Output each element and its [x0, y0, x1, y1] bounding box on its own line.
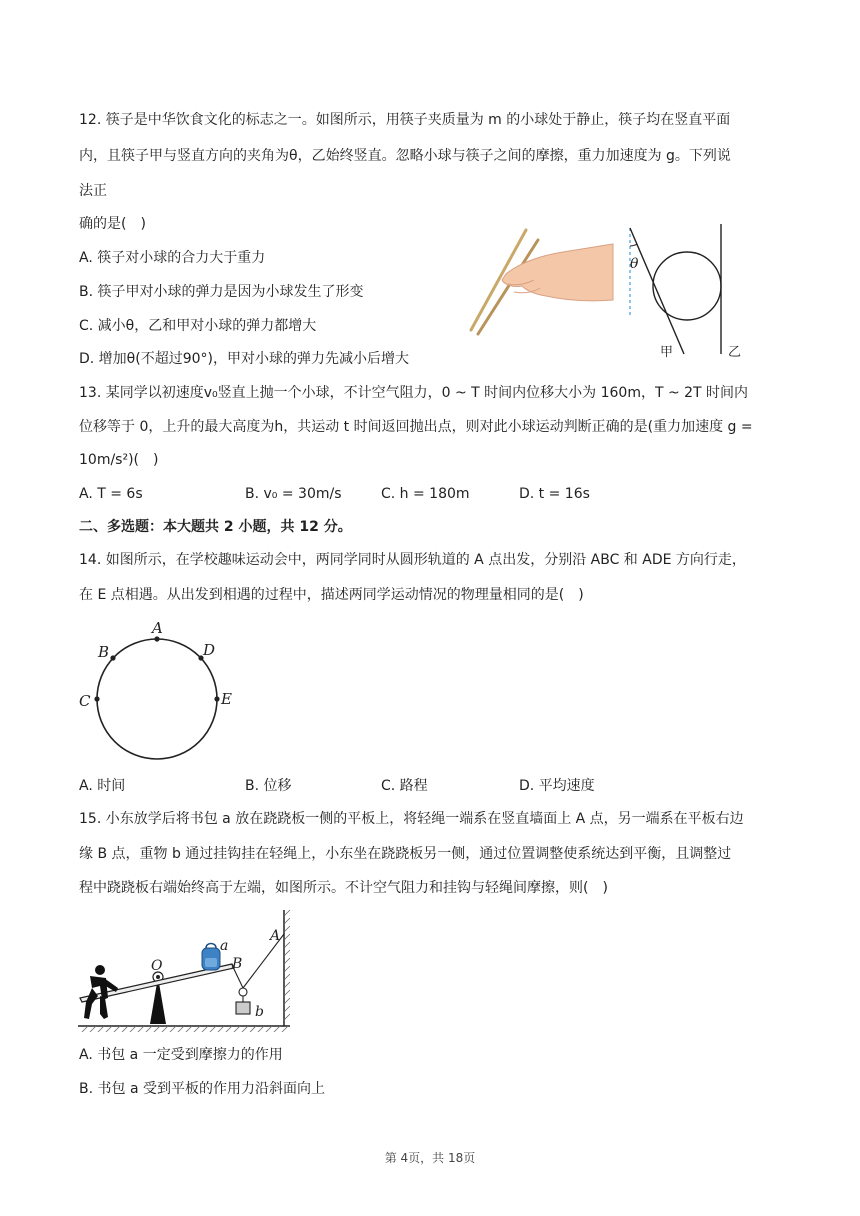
- point-e: [214, 696, 219, 701]
- point-c: [94, 696, 99, 701]
- q13-option-d: D. t = 16s: [519, 486, 590, 502]
- page-footer: 第 4页，共 18页: [384, 1151, 476, 1165]
- q13-option-b: B. v₀ = 30m/s: [245, 486, 342, 502]
- section-heading-multiple-choice: 二、多选题：本大题共 2 小题，共 12 分。: [79, 519, 352, 535]
- backpack-a: [202, 944, 220, 971]
- q14-option-c: C. 路程: [381, 778, 428, 794]
- label-a: A: [152, 619, 163, 637]
- label-a-backpack: a: [220, 938, 229, 954]
- label-o: O: [151, 958, 163, 974]
- ball-chopsticks-diagram: [620, 222, 750, 362]
- point-b: [110, 655, 115, 660]
- hand-chopsticks-figure: [468, 226, 613, 336]
- q14-option-d: D. 平均速度: [519, 778, 595, 794]
- theta-label: θ: [630, 256, 639, 272]
- q13-text-line-2: 位移等于 0，上升的最大高度为h，共运动 t 时间返回抛出点，则对此小球运动判断正确的是(重力加速度 g =: [79, 419, 753, 435]
- label-d: D: [203, 641, 216, 659]
- q14-option-b: B. 位移: [245, 778, 292, 794]
- chopstick-jia: [630, 228, 684, 354]
- q13-text-line-1: 13. 某同学以初速度v₀竖直上抛一个小球，不计空气阻力，0 ~ T 时间内位移大小为 160m，T ~ 2T 时间内: [79, 385, 749, 401]
- hook-pulley: [239, 988, 247, 996]
- q15-text-line-2: 缘 B 点，重物 b 通过挂钩挂在轻绳上，小东坐在跷跷板另一侧，通过位置调整使系统达到平衡，且调整过: [79, 846, 732, 862]
- q15-option-b: B. 书包 a 受到平板的作用力沿斜面向上: [79, 1081, 325, 1097]
- label-c: C: [79, 692, 91, 710]
- label-e: E: [221, 690, 232, 708]
- q15-text-line-1: 15. 小东放学后将书包 a 放在跷跷板一侧的平板上，将轻绳一端系在竖直墙面上 A 点，另一端系在平板右边: [79, 811, 744, 827]
- jia-label: 甲: [660, 345, 674, 360]
- q13-text-line-3: 10m/s²)( ): [79, 452, 159, 468]
- q13-option-a: A. T = 6s: [79, 486, 143, 502]
- q15-text-line-3: 程中跷跷板右端始终高于左端，如图所示。不计空气阻力和挂钩与轻绳间摩擦，则( ): [79, 880, 608, 896]
- point-a: [154, 636, 159, 641]
- q12-text-line-1: 12. 筷子是中华饮食文化的标志之一。如图所示，用筷子夹质量为 m 的小球处于静止，筷子均在竖直平面: [79, 112, 731, 128]
- label-b-edge: B: [232, 956, 243, 972]
- q12-text-line-3: 法正: [79, 183, 107, 199]
- label-b: B: [98, 643, 110, 661]
- q14-text-line-2: 在 E 点相遇。从出发到相遇的过程中，描述两同学运动情况的物理量相同的是( ): [79, 587, 584, 603]
- label-b-weight: b: [255, 1004, 264, 1020]
- ball: [653, 252, 721, 320]
- yi-label: 乙: [728, 345, 742, 360]
- label-a-wall: A: [270, 928, 281, 944]
- q12-option-c: C. 减小θ，乙和甲对小球的弹力都增大: [79, 318, 317, 334]
- q14-option-a: A. 时间: [79, 778, 126, 794]
- q12-option-a: A. 筷子对小球的合力大于重力: [79, 250, 266, 266]
- q13-option-c: C. h = 180m: [381, 486, 470, 502]
- q14-text-line-1: 14. 如图所示，在学校趣味运动会中，两同学同时从圆形轨道的 A 点出发，分别沿 ABC 和 ADE 方向行走，: [79, 552, 746, 568]
- circular-track-diagram: [76, 616, 246, 766]
- q12-option-b: B. 筷子甲对小球的弹力是因为小球发生了形变: [79, 284, 364, 300]
- q12-option-d: D. 增加θ(不超过90°)，甲对小球的弹力先减小后增大: [79, 351, 409, 367]
- q15-option-a: A. 书包 a 一定受到摩擦力的作用: [79, 1047, 283, 1063]
- seesaw-diagram: [78, 906, 294, 1034]
- q12-text-line-2: 内，且筷子甲与竖直方向的夹角为θ，乙始终竖直。忽略小球与筷子之间的摩擦，重力加速度为 g。下列说: [79, 148, 731, 164]
- q12-text-line-4: 确的是( ): [79, 216, 146, 232]
- weight-b: [236, 1002, 250, 1014]
